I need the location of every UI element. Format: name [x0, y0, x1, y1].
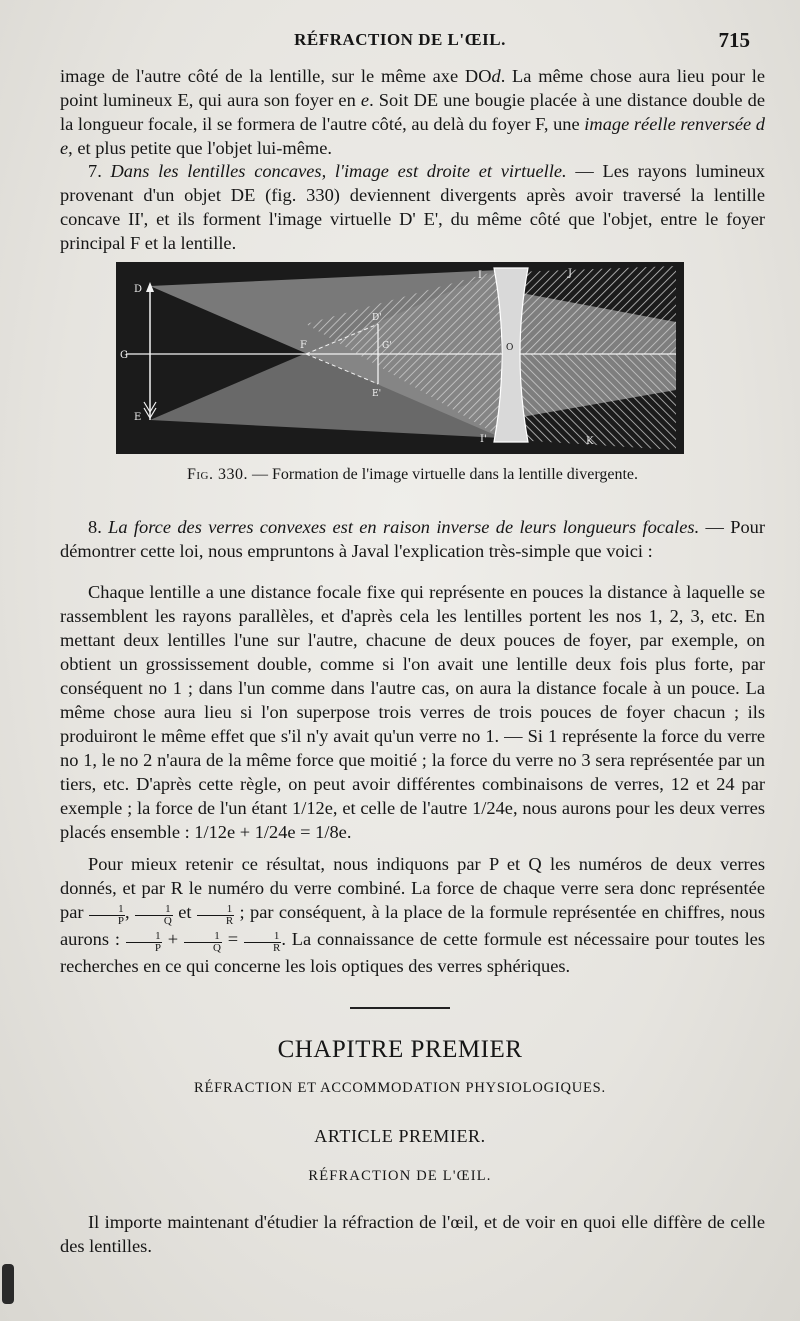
formula-text-a: Pour mieux retenir ce résultat, nous indiquons par P et Q les numéros de deux verres donnés, et par R le numéro du verre combiné. La force de chaque verre sera donc représentée par	[60, 854, 765, 922]
label-E: E	[134, 412, 142, 423]
label-J: J	[568, 268, 573, 279]
fraction-denominator-q: Q	[212, 942, 221, 954]
fraction-numerator: 1	[197, 904, 234, 916]
para1-text-c: . Soit DE une bougie placée à une distance double de la longueur focale, il se formera de l'autre côté, au delà du foyer F, une	[60, 90, 765, 134]
chapter-subtitle: RÉFRACTION ET ACCOMMODATION PHYSIOLOGIQUES.	[194, 1080, 606, 1096]
para1-text-b: . La même chose aura lieu pour le point lumineux E, qui aura son foyer en	[60, 66, 765, 110]
label-O: O	[506, 343, 514, 353]
fraction-numerator: 1	[126, 931, 162, 943]
figure-caption	[60, 466, 765, 484]
fraction-denominator-p: P	[154, 942, 161, 954]
section-divider	[350, 1007, 450, 1009]
fraction-numerator: 1	[184, 931, 222, 943]
binding-edge-mark	[2, 1264, 14, 1304]
fraction-1-p-eq	[126, 931, 162, 954]
fraction-1-q	[135, 904, 173, 927]
fraction-numerator: 1	[244, 931, 281, 943]
fraction-numerator: 1	[135, 904, 173, 916]
paragraph-1	[60, 64, 765, 160]
paragraph-intro	[60, 1210, 765, 1258]
para7-number: 7.	[88, 161, 102, 181]
lens-diagram-svg	[116, 262, 684, 454]
para7-text: — Les rayons lumineux provenant d'un objet DE (fig. 330) deviennent divergents après avoir traversé la lentille concave II', et ils forment l'image virtuelle D' E', du même côté que l'objet, entre le foyer principal F et la lentille.	[60, 161, 765, 253]
fraction-denominator-r: R	[225, 915, 234, 927]
label-K: K	[586, 436, 594, 447]
fraction-denominator-p: P	[117, 915, 124, 927]
formula-text-c: . La connaissance de cette formule est nécessaire pour toutes les recherches en ce qui concerne les lois optiques des verres sphériques.	[60, 929, 765, 976]
para1-italic-c: image réelle renversée d e	[60, 114, 766, 158]
paragraph-javal	[60, 580, 765, 844]
fraction-1-r-eq	[244, 931, 281, 954]
para1-text-d: , et plus petite que l'objet lui-même.	[68, 138, 332, 158]
paragraph-8	[60, 515, 765, 563]
para8-number: 8.	[88, 517, 102, 537]
fraction-1-q-eq	[184, 931, 222, 954]
running-header	[0, 30, 800, 58]
figure-label: Fig. 330.	[186, 466, 248, 483]
figure-330-diagram	[116, 262, 684, 454]
para7-heading: Dans les lentilles concaves, l'image est droite et virtuelle.	[110, 161, 567, 181]
page-number: 715	[718, 28, 750, 52]
label-G: G	[120, 350, 128, 361]
formula-plus: +	[161, 929, 184, 949]
fraction-1-r	[197, 904, 234, 927]
section-heading: RÉFRACTION DE L'ŒIL.	[308, 1168, 492, 1184]
para8-text: — Pour démontrer cette loi, nous empruntons à Javal l'explication très-simple que voici :	[60, 517, 765, 561]
label-I: I	[478, 270, 482, 281]
formula-equals: =	[221, 929, 244, 949]
label-E-prime: E'	[372, 389, 382, 399]
fraction-numerator: 1	[89, 904, 125, 916]
formula-sep-comma: ,	[124, 902, 135, 922]
paragraph-7	[60, 159, 765, 255]
figure-caption-text: — Formation de l'image virtuelle dans la lentille divergente.	[247, 466, 639, 483]
fraction-denominator-r: R	[272, 942, 281, 954]
fraction-1-p	[89, 904, 125, 927]
para1-italic-b: e	[360, 90, 370, 110]
para-javal-text: Chaque lentille a une distance focale fixe qui représente en pouces la distance à laquelle se rassemblent les rayons parallèles, et d'après cela les lentilles portent les nos 1, 2, 3, etc. En mettant deux lentilles l'une sur l'autre, chacune de deux pouces de foyer, par exemple, on obtient un grossissement double, comme si l'on avait une lentille deux fois plus forte, par conséquent no 1 ; dans l'un comme dans l'autre cas, on aura la distance focale à un pouce. La même chose aura lieu si l'on superpose trois verres de trois pouces de foyer chacun ; ils produiront le même effet que s'il n'y avait qu'un verre no 1. — Si 1 représente la force du verre no 1, le no 2 n'aura de la même force que moitié ; la force du verre no 3 sera représentée par un tiers, etc. D'après cette règle, on peut avoir différentes combinaisons de verres, 12 et 24 par exemple ; la force de l'un étant 1/12e, et celle de l'autre 1/24e, nous aurons pour les deux verres placés ensemble : 1/12e + 1/24e = 1/8e.	[60, 582, 765, 842]
label-D: D	[134, 284, 143, 295]
para1-italic-a: d	[491, 66, 501, 86]
formula-sep-et: et	[172, 902, 197, 922]
formula-text-b: ; par conséquent, à la place de la formule représentée en chiffres, nous aurons :	[60, 902, 765, 949]
paragraph-formula	[60, 852, 765, 978]
label-I-prime: I'	[480, 434, 487, 445]
fraction-denominator-q: Q	[163, 915, 172, 927]
label-F: F	[300, 340, 307, 351]
label-G-prime: G'	[382, 341, 392, 351]
para8-heading: La force des verres convexes est en raison inverse de leurs longueurs focales.	[108, 517, 700, 537]
para-intro-text: Il importe maintenant d'étudier la réfraction de l'œil, et de voir en quoi elle diffère de celle des lentilles.	[60, 1212, 765, 1256]
article-heading: ARTICLE PREMIER.	[314, 1126, 486, 1146]
label-D-prime: D'	[372, 313, 382, 323]
running-title: RÉFRACTION DE L'ŒIL.	[294, 30, 506, 49]
chapter-title: CHAPITRE PREMIER	[277, 1036, 523, 1063]
para1-text-a: image de l'autre côté de la lentille, sur le même axe DO	[60, 66, 492, 86]
